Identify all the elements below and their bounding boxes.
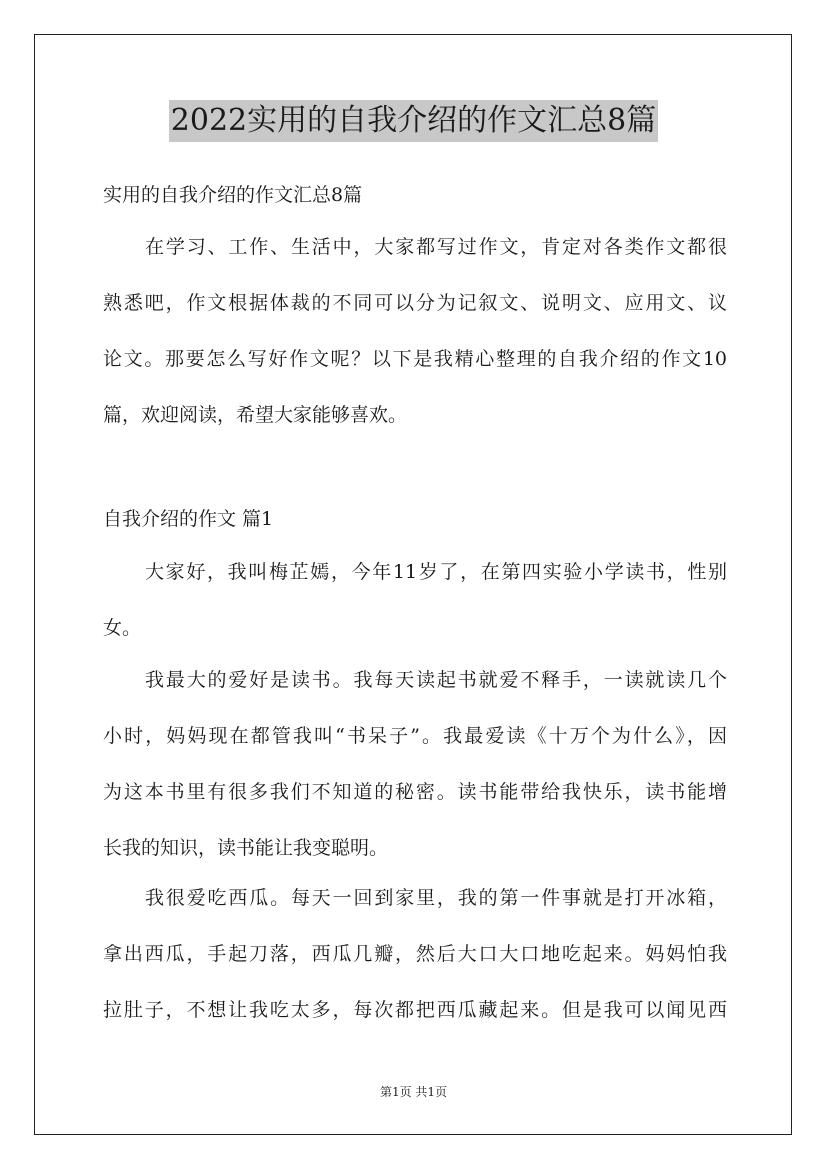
title-container (0, 100, 827, 142)
intro-line: 在学习、工作、生活中，大家都写过作文，肯定对各类作文都很 (145, 236, 727, 258)
intro-paragraph (103, 219, 727, 443)
paragraph-line: 女。 (103, 617, 142, 639)
paragraph-line: 拉肚子，不想让我吃太多，每次都把西瓜藏起来。但是我可以闻见西 (103, 999, 727, 1021)
intro-line: 篇，欢迎阅读，希望大家能够喜欢。 (103, 404, 408, 426)
section-heading: 自我介绍的作文 篇1 (103, 508, 274, 530)
section1-paragraph-3 (103, 870, 727, 1038)
intro-line: 论文。那要怎么写好作文呢？以下是我精心整理的自我介绍的作文10 (103, 348, 727, 370)
paragraph-line: 拿出西瓜，手起刀落，西瓜几瓣，然后大口大口地吃起来。妈妈怕我 (103, 943, 727, 965)
page-footer: 第1页 共1页 (379, 1085, 448, 1099)
document-subtitle: 实用的自我介绍的作文汇总8篇 (103, 184, 363, 206)
paragraph-line: 长我的知识，读书能让我变聪明。 (103, 837, 389, 859)
section1-paragraph-1 (103, 544, 727, 656)
paragraph-line: 为这本书里有很多我们不知道的秘密。读书能带给我快乐，读书能增 (103, 781, 727, 803)
section1-paragraph-2 (103, 652, 727, 876)
intro-line: 熟悉吧，作文根据体裁的不同可以分为记叙文、说明文、应用文、议 (103, 292, 727, 314)
paragraph-line: 我最大的爱好是读书。我每天读起书就爱不释手，一读就读几个 (145, 669, 727, 691)
paragraph-line: 大家好，我叫梅芷嫣，今年11岁了，在第四实验小学读书，性别 (145, 561, 727, 583)
document-title: 2022实用的自我介绍的作文汇总8篇 (169, 100, 658, 142)
paragraph-line: 我很爱吃西瓜。每天一回到家里，我的第一件事就是打开冰箱， (145, 887, 727, 909)
paragraph-line: 小时，妈妈现在都管我叫“书呆子”。我最爱读《十万个为什么》，因 (103, 725, 727, 747)
